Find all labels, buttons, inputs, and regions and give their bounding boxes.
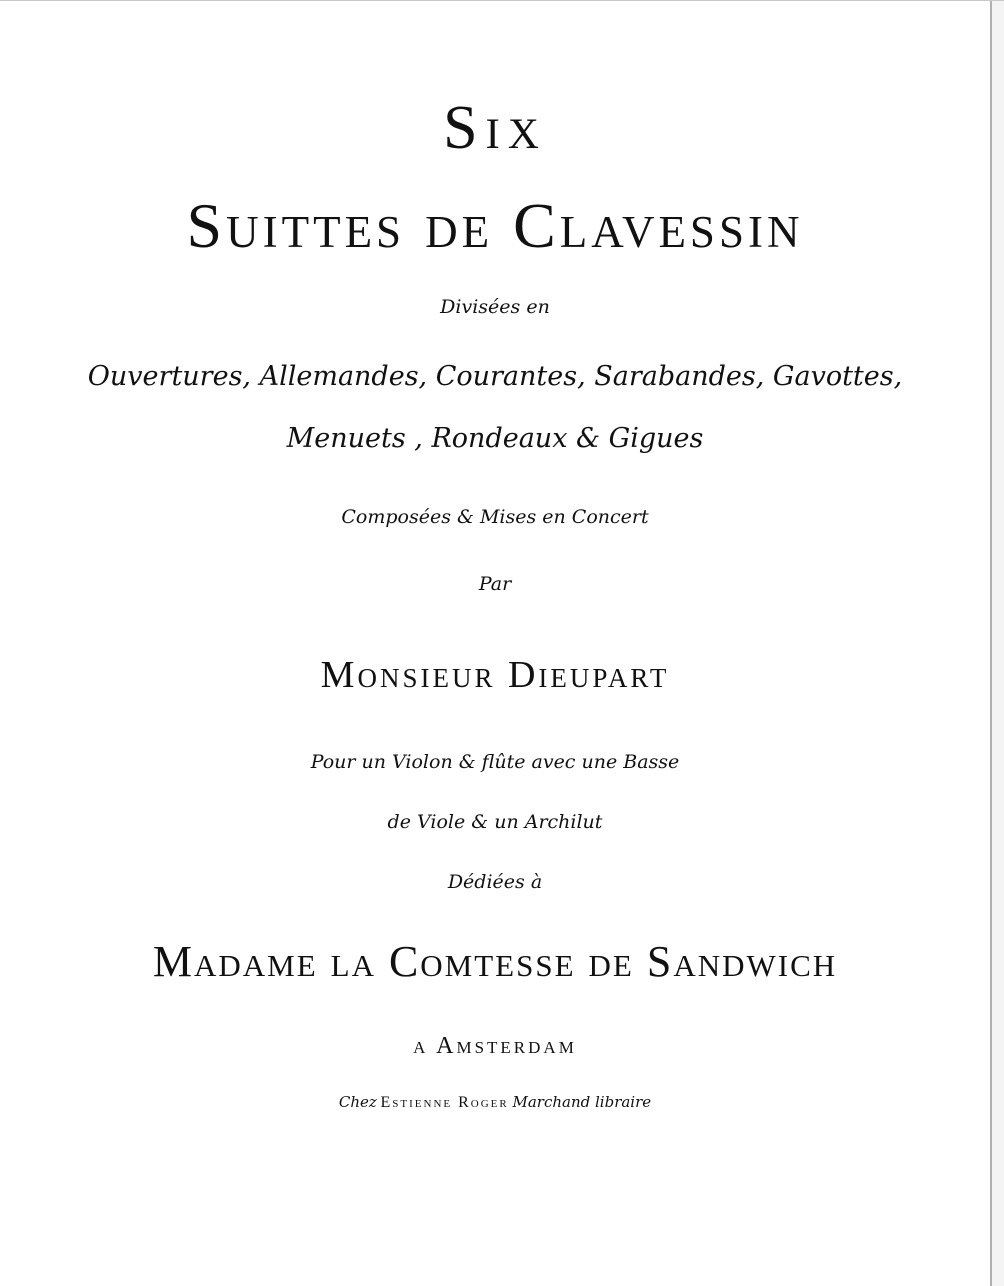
composer-name: Monsieur Dieupart <box>320 654 670 696</box>
publisher-prefix: Chez <box>338 1093 377 1111</box>
dedicatee-name: Madame la Comtesse de Sandwich <box>152 937 838 986</box>
by-label: Par <box>478 573 512 595</box>
publication-place: a Amsterdam <box>413 1033 577 1059</box>
dance-list-line-2: Menuets , Rondeaux & Gigues <box>286 423 704 454</box>
publisher-line <box>0 1093 990 1112</box>
instrumentation-line-2: de Viole & un Archilut <box>387 811 603 833</box>
dance-list-line-1: Ouvertures, Allemandes, Courantes, Sarabandes, Gavottes, <box>87 361 903 392</box>
composition-note: Composées & Mises en Concert <box>341 506 649 528</box>
title-six: Six <box>443 94 547 162</box>
subtitle-divisees-en: Divisées en <box>440 296 550 318</box>
title-suittes-de-clavessin: Suittes de Clavessin <box>186 190 804 261</box>
publisher-suffix: Marchand libraire <box>512 1093 652 1111</box>
instrumentation-line-1: Pour un Violon & flûte avec une Basse <box>310 751 680 773</box>
page-edge-strip <box>992 1 1004 1286</box>
page-edge-border <box>990 1 992 1286</box>
dedication-label: Dédiées à <box>447 871 543 893</box>
publisher-name: Estienne Roger <box>380 1094 509 1111</box>
